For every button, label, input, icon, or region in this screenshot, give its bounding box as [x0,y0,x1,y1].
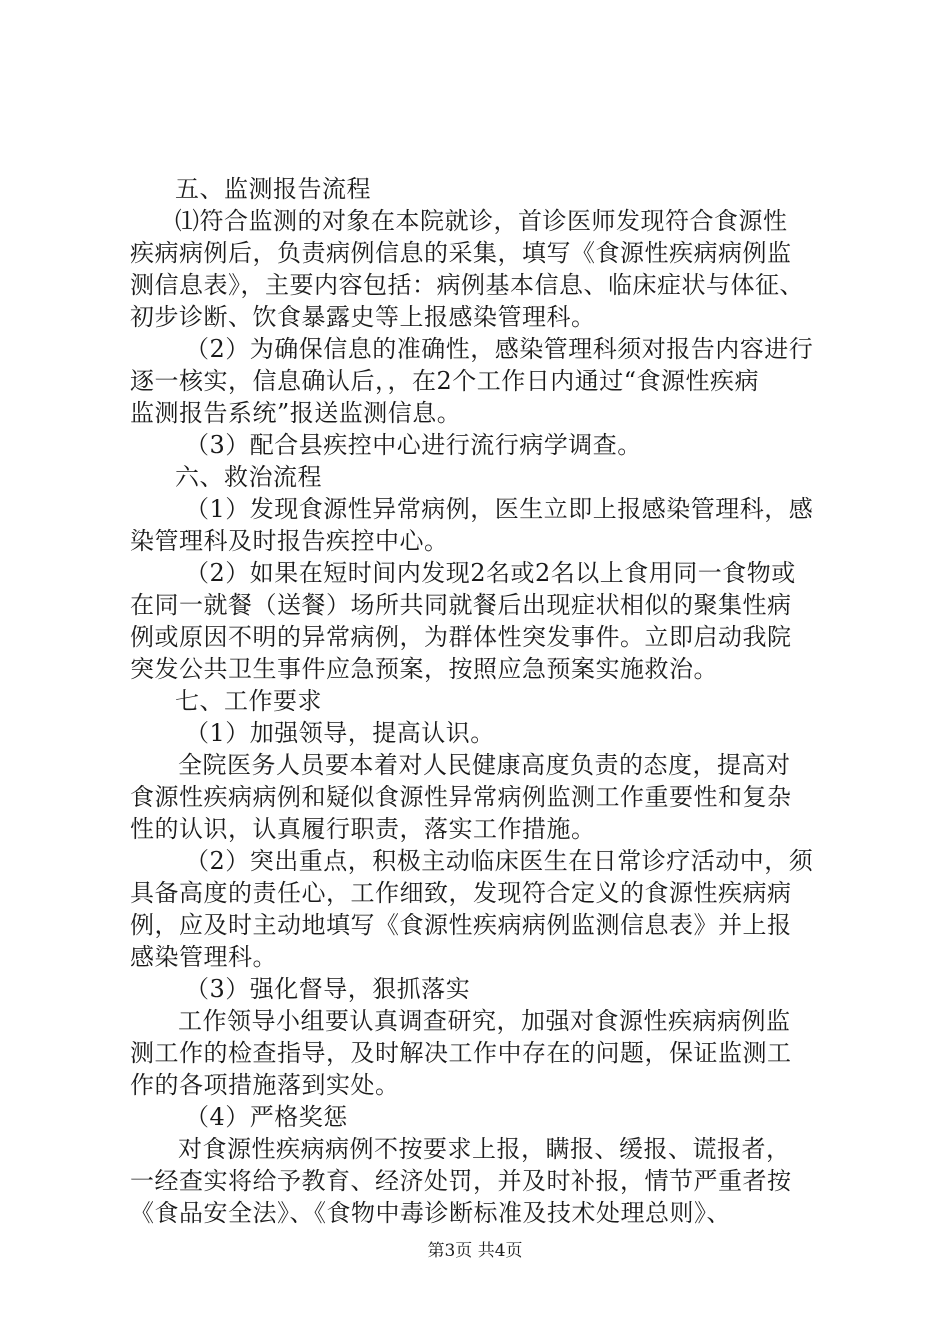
paragraph-line: 食源性疾病病例和疑似食源性异常病例监测工作重要性和复杂 [130,783,792,811]
paragraph-line: 例，应及时主动地填写《食源性疾病病例监测信息表》并上报 [130,911,792,939]
paragraph-line: （2）为确保信息的准确性，感染管理科须对报告内容进行 [185,335,814,363]
paragraph-line: 《食品安全法》、《食物中毒诊断标准及技术处理总则》、 [130,1199,731,1227]
paragraph-line: （3）强化督导，狠抓落实 [185,975,471,1003]
paragraph-line: （3）配合县疾控中心进行流行病学调查。 [185,431,642,459]
paragraph-line: 具备高度的责任心，工作细致，发现符合定义的食源性疾病病 [130,879,792,907]
paragraph-line: 感染管理科。 [130,943,277,971]
paragraph-line: 工作领导小组要认真调查研究，加强对食源性疾病病例监 [178,1007,791,1035]
paragraph-line: 突发公共卫生事件应急预案，按照应急预案实施救治。 [130,655,718,683]
paragraph-line: 在同一就餐（送餐）场所共同就餐后出现症状相似的聚集性病 [130,591,792,619]
paragraph-line: ⑴符合监测的对象在本院就诊，首诊医师发现符合食源性 [175,207,788,235]
section-heading: 七、工作要求 [175,687,322,715]
page-number-footer: 第3页 共4页 [427,1241,523,1261]
paragraph-line: （2）如果在短时间内发现2名或2名以上食用同一食物或 [185,559,796,587]
paragraph-line: 一经查实将给予教育、经济处罚，并及时补报，情节严重者按 [130,1167,792,1195]
paragraph-line: 染管理科及时报告疾控中心。 [130,527,449,555]
paragraph-line: 监测报告系统”报送监测信息。 [130,399,462,427]
paragraph-line: 初步诊断、饮食暴露史等上报感染管理科。 [130,303,596,331]
section-heading: 六、救治流程 [175,463,322,491]
paragraph-line: 疾病病例后，负责病例信息的采集，填写《食源性疾病病例监 [130,239,792,267]
paragraph-line: 作的各项措施落到实处。 [130,1071,400,1099]
paragraph-line: （1）加强领导，提高认识。 [185,719,495,747]
paragraph-line: 性的认识，认真履行职责，落实工作措施。 [130,815,596,843]
paragraph-line: 逐一核实，信息确认后，，在2个工作日内通过“食源性疾病 [130,367,760,395]
paragraph-line: 全院医务人员要本着对人民健康高度负责的态度，提高对 [178,751,791,779]
paragraph-line: （2）突出重点，积极主动临床医生在日常诊疗活动中，须 [185,847,814,875]
paragraph-line: 对食源性疾病病例不按要求上报，瞒报、缓报、谎报者， [178,1135,791,1163]
paragraph-line: （4）严格奖惩 [185,1103,348,1131]
paragraph-line: 测工作的检查指导，及时解决工作中存在的问题，保证监测工 [130,1039,792,1067]
paragraph-line: （1）发现食源性异常病例，医生立即上报感染管理科，感 [185,495,814,523]
document-body [130,173,850,1229]
paragraph-line: 例或原因不明的异常病例，为群体性突发事件。立即启动我院 [130,623,792,651]
paragraph-line: 测信息表》，主要内容包括：病例基本信息、临床症状与体征、 [130,271,804,299]
section-heading: 五、监测报告流程 [175,175,371,203]
